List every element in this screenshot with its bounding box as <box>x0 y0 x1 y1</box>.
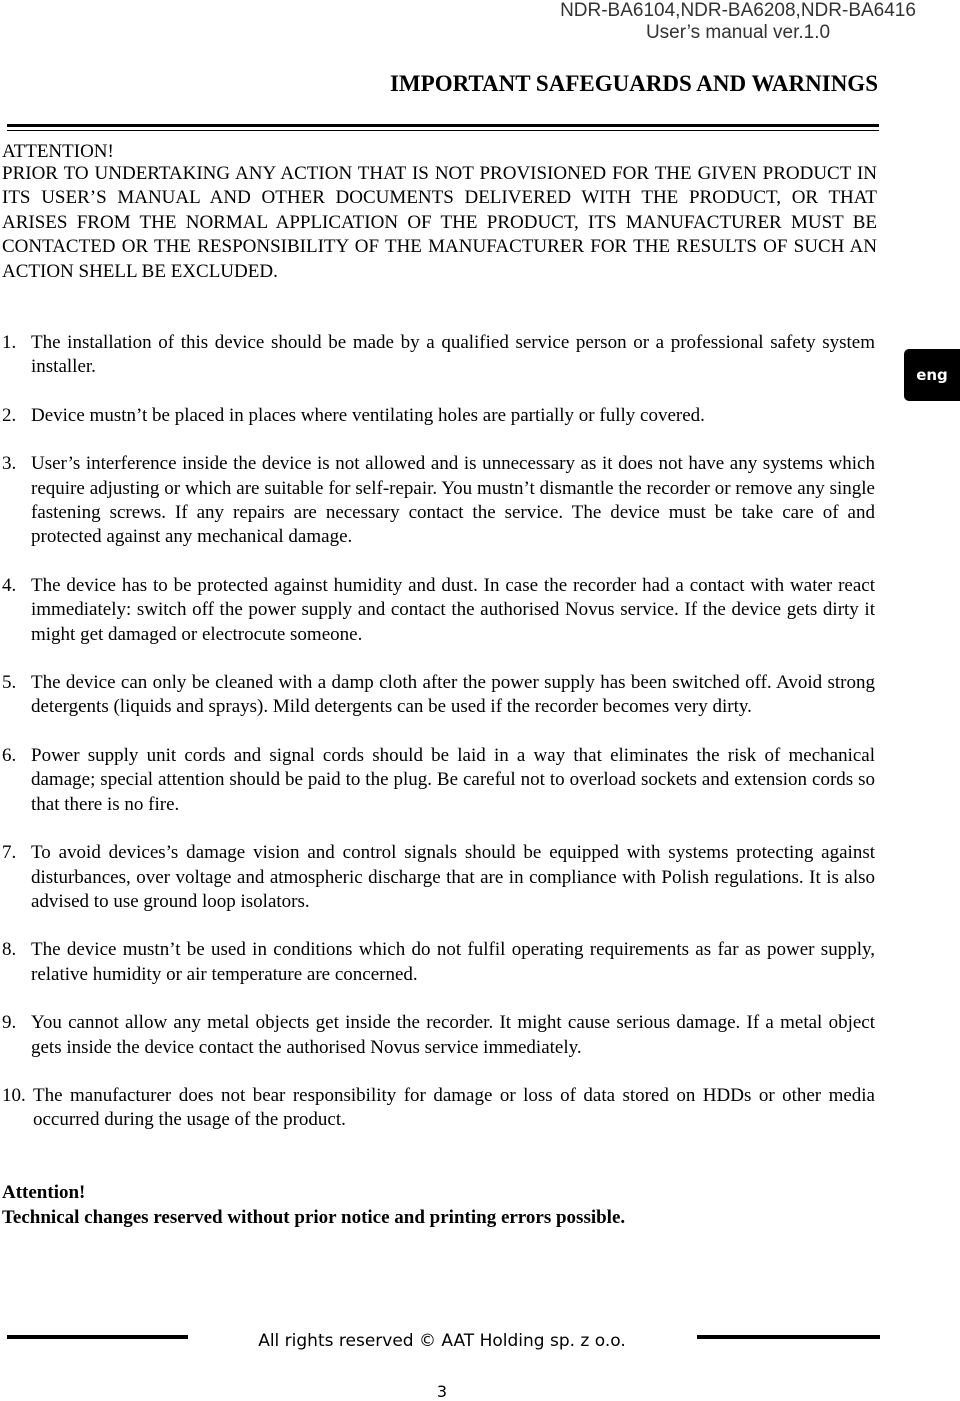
item-number: 10. <box>2 1084 26 1106</box>
list-item <box>0 671 875 720</box>
item-number: 5. <box>2 672 17 694</box>
item-text: The device can only be cleaned with a damp cloth after the power supply has been switched off. Avoid strong detergents (liquids and sprays). Mild detergents can be used if the recorder becomes very dirty. <box>31 672 875 718</box>
item-text: The device has to be protected against humidity and dust. In case the recorder had a contact with water react immediately: switch off the power supply and contact the authorised Novus service. If the device gets dirty it might get damaged or electrocute someone. <box>31 574 875 645</box>
list-item <box>0 841 875 914</box>
footer-rule-left <box>7 1335 188 1339</box>
item-text: Power supply unit cords and signal cords should be laid in a way that eliminates the risk of mechanical damage; special attention should be paid to the plug. Be careful not to overload sockets and extension cords so that there is no fire. <box>31 744 875 815</box>
item-number: 9. <box>2 1012 17 1034</box>
language-tab: eng <box>904 349 960 401</box>
item-text: User’s interference inside the device is not allowed and is unnecessary as it does not have any systems which require adjusting or which are suitable for self-repair. You mustn’t dismantle the recorder or remove any single fastening screws. If any repairs are necessary contact the service. The device must be take care of and protected against any mechanical damage. <box>31 453 875 548</box>
list-item <box>0 1011 875 1060</box>
list-item <box>0 404 875 428</box>
item-number: 3. <box>2 453 17 475</box>
footer-rule-right <box>697 1335 880 1339</box>
final-attention: Attention! <box>2 1182 86 1203</box>
list-item <box>0 574 875 647</box>
title-rule-thick <box>7 124 879 127</box>
item-text: The manufacturer does not bear responsibility for damage or loss of data stored on HDDs or other media occurred during the usage of the product. <box>33 1084 875 1131</box>
header-version: User’s manual ver.1.0 <box>645 22 831 43</box>
safeguards-list <box>0 331 875 1157</box>
item-text: The device mustn’t be used in conditions which do not fulfil operating requirements as far as power supply, relative humidity or air temperature are concerned. <box>31 939 875 985</box>
title-rule-thin <box>7 130 879 131</box>
item-number: 8. <box>2 939 17 961</box>
final-note: Technical changes reserved without prior notice and printing errors possible. <box>2 1207 626 1228</box>
item-text: You cannot allow any metal objects get inside the recorder. It might cause serious damage. If a metal object gets inside the device contact the authorised Novus service immediately. <box>31 1012 875 1058</box>
item-number: 7. <box>2 842 17 864</box>
item-number: 2. <box>2 404 17 426</box>
page-title: IMPORTANT SAFEGUARDS AND WARNINGS <box>389 71 878 96</box>
item-text: To avoid devices’s damage vision and control signals should be equipped with systems protecting against disturbances, over voltage and atmospheric discharge that are in compliance with Polish regulations. It is also advised to use ground loop isolators. <box>31 842 875 912</box>
list-item <box>0 331 875 380</box>
list-item <box>0 452 875 550</box>
item-text: Device mustn’t be placed in places where ventilating holes are partially or fully covered. <box>31 404 705 426</box>
attention-heading: ATTENTION! <box>2 141 114 162</box>
item-text: The installation of this device should be made by a qualified service person or a professional safety system installer. <box>31 332 875 378</box>
item-number: 6. <box>2 744 17 766</box>
warning-paragraph: PRIOR TO UNDERTAKING ANY ACTION THAT IS NOT PROVISIONED FOR THE GIVEN PRODUCT IN ITS USER’S MANUAL AND OTHER DOCUMENTS DELIVERED WITH THE PRODUCT, OR THAT ARISES FROM THE NORMAL APPLICATION OF THE PRODUCT, ITS MANUFACTURER MUST BE CONTACTED OR THE RESPONSIBILITY OF THE MANUFACTURER FOR THE RESULTS OF SUCH AN ACTION SHELL BE EXCLUDED. <box>2 163 877 282</box>
footer-copyright: All rights reserved © AAT Holding sp. z o.o. <box>258 1331 626 1351</box>
item-number: 4. <box>2 574 17 596</box>
list-item <box>0 938 875 987</box>
page-number: 3 <box>436 1382 448 1401</box>
header-model: NDR-BA6104,NDR-BA6208,NDR-BA6416 <box>560 0 916 21</box>
item-number: 1. <box>2 332 17 353</box>
list-item <box>0 1084 875 1133</box>
list-item <box>0 744 875 817</box>
